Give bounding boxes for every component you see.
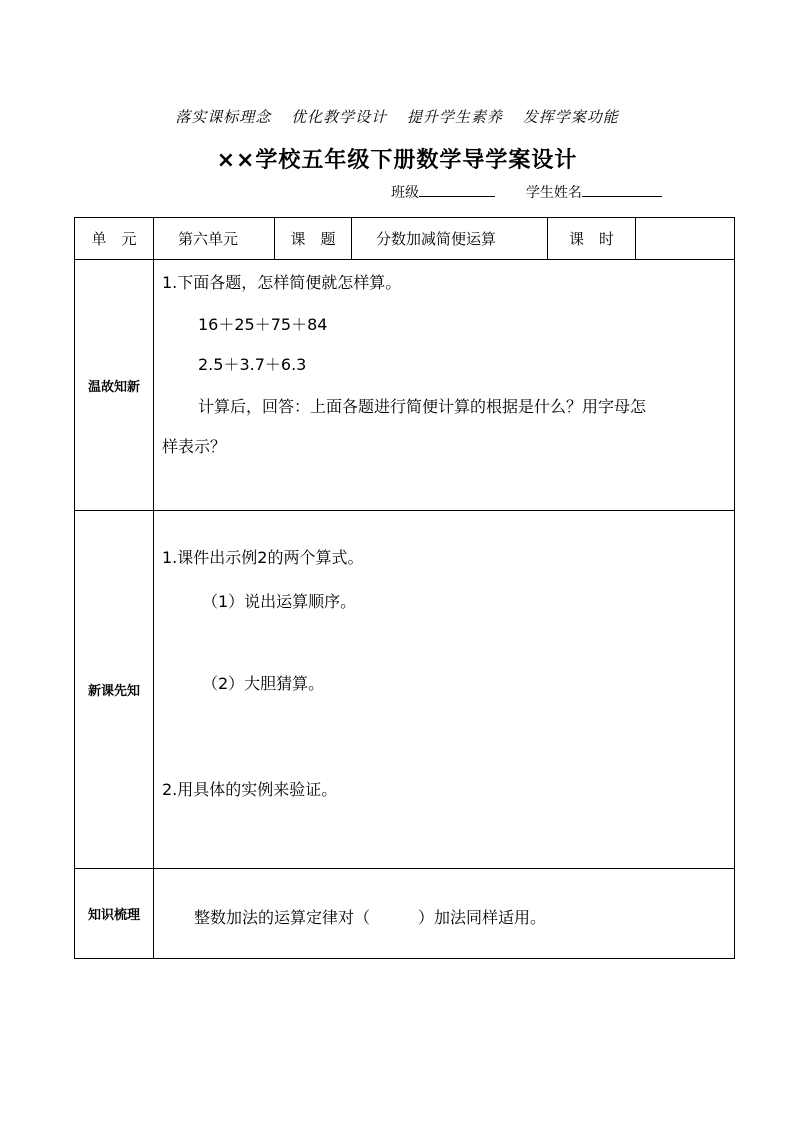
- class-label: 班级: [391, 185, 419, 201]
- topic-value: 分数加减简便运算: [352, 218, 548, 260]
- review-line-4: 计算后，回答：上面各题进行简便计算的根据是什么？用字母怎: [198, 397, 647, 416]
- motto-3: 提升学生素养: [406, 108, 503, 126]
- period-label: 课 时: [548, 218, 636, 260]
- review-line-5: 样表示？: [162, 437, 227, 456]
- summary-content: [154, 869, 735, 959]
- review-line-3: 2.5＋3.7＋6.3: [198, 355, 307, 374]
- preview-line-2: （1）说出运算顺序。: [202, 592, 357, 611]
- preview-row: [75, 511, 735, 869]
- student-name-blank[interactable]: [582, 184, 662, 197]
- review-content: [154, 260, 735, 511]
- summary-label: 知识梳理: [75, 869, 154, 959]
- review-row: [75, 260, 735, 511]
- motto-1: 落实课标理念: [175, 108, 272, 126]
- preview-line-4: 2.用具体的实例来验证。: [162, 780, 338, 799]
- motto-4: 发挥学案功能: [522, 108, 619, 126]
- preview-content: [154, 511, 735, 869]
- topic-label: 课 题: [275, 218, 352, 260]
- review-line-1: 1.下面各题，怎样简便就怎样算。: [162, 273, 402, 292]
- review-label: 温故知新: [75, 260, 154, 511]
- header-row: [75, 218, 735, 260]
- preview-line-1: 1.课件出示例2的两个算式。: [162, 548, 364, 567]
- period-value[interactable]: [636, 218, 735, 260]
- preview-label: 新课先知: [75, 511, 154, 869]
- summary-row: [75, 869, 735, 959]
- review-line-2: 16＋25＋75＋84: [198, 315, 328, 334]
- lesson-table: [74, 217, 735, 959]
- motto-line: [0, 106, 794, 127]
- unit-value: 第六单元: [154, 218, 275, 260]
- preview-line-3: （2）大胆猜算。: [202, 674, 325, 693]
- summary-text: 整数加法的运算定律对（ ）加法同样适用。: [194, 908, 547, 927]
- class-blank[interactable]: [419, 184, 495, 197]
- motto-2: 优化教学设计: [291, 108, 388, 126]
- page-title: ××学校五年级下册数学导学案设计: [216, 148, 578, 173]
- unit-label: 单 元: [75, 218, 154, 260]
- student-info: [391, 182, 662, 202]
- student-name-label: 学生姓名: [525, 185, 582, 201]
